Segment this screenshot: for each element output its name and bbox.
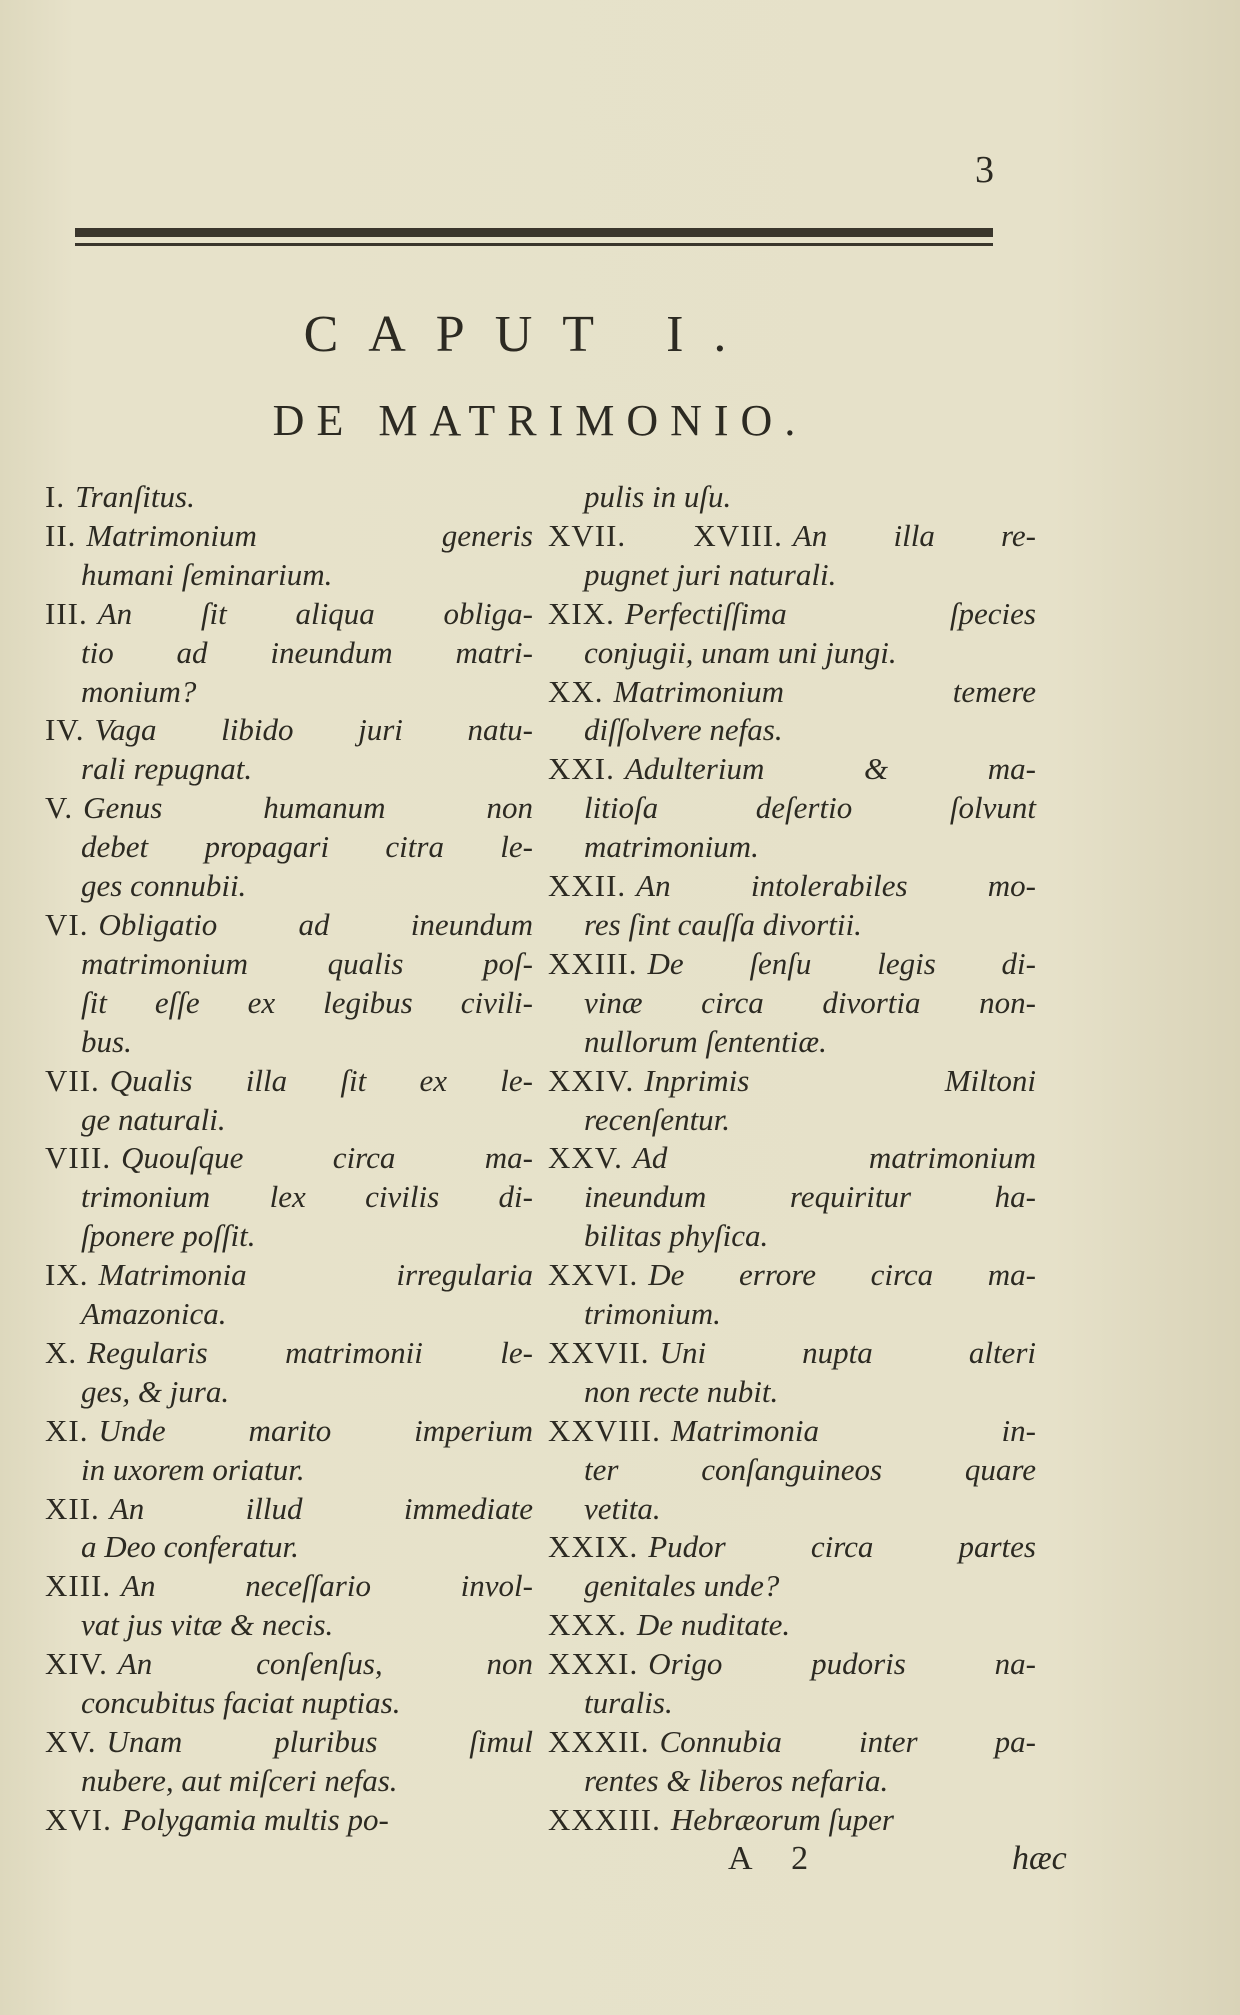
- entry-line: [548, 1373, 1036, 1412]
- entry-line: [548, 711, 1036, 750]
- contents-entry: [548, 1606, 1036, 1645]
- entry-numeral: I.: [45, 479, 66, 514]
- entry-line: [548, 1178, 1036, 1217]
- entry-line: [548, 789, 1036, 828]
- entry-line: [548, 1606, 1036, 1645]
- entry-text: Inprimis Miltoni: [644, 1062, 1036, 1098]
- entry-line: [548, 750, 1036, 789]
- entry-text: Hebræorum ſuper: [670, 1801, 894, 1837]
- entry-numeral: XI.: [45, 1412, 89, 1448]
- contents-entry: [548, 1723, 1036, 1801]
- contents-entry: [45, 478, 533, 517]
- entry-line: [45, 556, 533, 595]
- entry-numeral: XXVIII.: [548, 1412, 661, 1448]
- contents-entry: [548, 595, 1036, 673]
- entry-numeral: V.: [45, 790, 74, 826]
- entry-text: Quouſque circa ma-: [121, 1140, 533, 1176]
- entry-text: nullorum ſententiæ.: [584, 1023, 827, 1059]
- entry-line: [45, 711, 533, 750]
- contents-left-column: [45, 478, 533, 1840]
- entry-line: [548, 945, 1036, 984]
- entry-line: [548, 1723, 1036, 1762]
- entry-line: [45, 1567, 533, 1606]
- signature-mark: A 2: [728, 1840, 825, 1877]
- entry-line: [45, 1139, 533, 1178]
- entry-line: [45, 1101, 533, 1140]
- contents-entry: [45, 906, 533, 1062]
- entry-line: [45, 1723, 533, 1762]
- entry-text: Tranſitus.: [75, 479, 195, 514]
- entry-text: res ſint cauſſa divortii.: [584, 906, 862, 942]
- header-rule-thick: [75, 228, 993, 237]
- entry-text: pulis in uſu.: [584, 479, 732, 514]
- contents-entry: [548, 1645, 1036, 1723]
- entry-text: Perfectiſſima ſpecies: [624, 595, 1036, 631]
- entry-line: [548, 595, 1036, 634]
- entry-numeral: VI.: [45, 906, 89, 942]
- entry-text: Pudor circa partes: [648, 1529, 1036, 1565]
- entry-text: a Deo conferatur.: [81, 1529, 299, 1565]
- entry-line: [548, 984, 1036, 1023]
- contents-entry: [548, 1062, 1036, 1140]
- entry-line: [45, 1606, 533, 1645]
- entry-numeral: XIX.: [548, 595, 615, 631]
- contents-entry: [45, 1490, 533, 1568]
- contents-entry: [548, 1256, 1036, 1334]
- entry-line: [45, 478, 533, 517]
- entry-text: Matrimonium generis: [86, 517, 533, 553]
- entry-numeral: XX.: [548, 673, 604, 709]
- entry-text: bus.: [81, 1023, 132, 1059]
- header-rule-thin: [75, 243, 993, 246]
- contents-entry: [45, 1723, 533, 1801]
- entry-line: [45, 1217, 533, 1256]
- entry-text: ges connubii.: [81, 868, 247, 904]
- contents-entry: [45, 789, 533, 906]
- entry-numeral: XXV.: [548, 1140, 623, 1176]
- entry-numeral: XXIV.: [548, 1062, 635, 1098]
- entry-line: [45, 634, 533, 673]
- entry-text: Vaga libido juri natu-: [94, 712, 533, 748]
- entry-line: [45, 673, 533, 712]
- entry-line: [45, 828, 533, 867]
- entry-text: bilitas phyſica.: [584, 1218, 769, 1254]
- entry-numeral: XXXI.: [548, 1646, 639, 1682]
- catchword: hæc: [1012, 1840, 1067, 1877]
- entry-text: Matrimonium temere: [613, 673, 1036, 709]
- entry-numeral: VII.: [45, 1062, 100, 1098]
- entry-numeral: XVI.: [45, 1801, 112, 1837]
- entry-text: Regularis matrimonii le-: [87, 1334, 533, 1370]
- entry-text: matrimonium.: [584, 829, 759, 865]
- contents-entry: [45, 1801, 533, 1840]
- entry-text: Genus humanum non: [83, 790, 533, 826]
- entry-line: [45, 1528, 533, 1567]
- entry-text: Connubia inter pa-: [659, 1724, 1036, 1759]
- entry-line: [548, 1528, 1036, 1567]
- entry-line: [45, 1684, 533, 1723]
- entry-line: [548, 1490, 1036, 1529]
- contents-entry: [548, 750, 1036, 867]
- entry-line: [548, 1645, 1036, 1684]
- entry-text: litioſa deſertio ſolvunt: [584, 790, 1036, 826]
- entry-line: [548, 1101, 1036, 1140]
- contents-entry: [45, 595, 533, 712]
- contents-entry: [548, 1139, 1036, 1256]
- entry-line: [548, 1451, 1036, 1490]
- contents-right-column: [548, 478, 1036, 1840]
- entry-text: conjugii, unam uni jungi.: [584, 634, 897, 670]
- entry-numeral: VIII.: [45, 1140, 112, 1176]
- chapter-heading: CAPUT I.: [303, 306, 757, 363]
- entry-numeral: IV.: [45, 712, 85, 748]
- entry-numeral: XXIII.: [548, 945, 638, 981]
- entry-line: [548, 1023, 1036, 1062]
- contents-entry: [45, 1139, 533, 1256]
- chapter-title: DE MATRIMONIO.: [272, 396, 808, 445]
- entry-line: [45, 1801, 533, 1840]
- entry-text: Unam pluribus ſimul: [106, 1724, 533, 1759]
- entry-text: humani ſeminarium.: [81, 556, 333, 592]
- entry-line: [548, 1334, 1036, 1373]
- entry-text: An intolerabiles mo-: [636, 868, 1036, 904]
- entry-text: Ad matrimonium: [632, 1140, 1036, 1176]
- entry-numeral: XV.: [45, 1724, 97, 1759]
- entry-numeral: XXXIII.: [548, 1801, 661, 1837]
- entry-numeral: X.: [45, 1334, 78, 1370]
- entry-line: [45, 1256, 533, 1295]
- entry-line: [548, 556, 1036, 595]
- entry-text: Matrimonia irregularia: [98, 1257, 533, 1293]
- entry-text: vat jus vitæ & necis.: [81, 1607, 334, 1643]
- contents-entry: [548, 867, 1036, 945]
- entry-text: De errore circa ma-: [648, 1257, 1036, 1293]
- entry-numeral: IX.: [45, 1257, 89, 1293]
- entry-line: [45, 984, 533, 1023]
- entry-line: [548, 1567, 1036, 1606]
- entry-line: [548, 1412, 1036, 1451]
- entry-text: genitales unde?: [584, 1568, 780, 1604]
- entry-numeral: XXVII.: [548, 1334, 650, 1370]
- entry-text: Polygamia multis po-: [121, 1801, 389, 1837]
- contents-entry: [45, 1567, 533, 1645]
- contents-entry: [45, 517, 533, 595]
- entry-numeral: XXX.: [548, 1607, 627, 1643]
- entry-text: Adulterium & ma-: [624, 751, 1036, 787]
- entry-line: [45, 1451, 533, 1490]
- entry-text: rentes & liberos nefaria.: [584, 1762, 889, 1798]
- entry-line: [45, 945, 533, 984]
- entry-text: trimonium.: [584, 1296, 721, 1332]
- entry-text: Qualis illa ſit ex le-: [109, 1062, 533, 1098]
- entry-text: trimonium lex civilis di-: [81, 1179, 533, 1215]
- entry-line: [45, 789, 533, 828]
- entry-text: Matrimonia in-: [670, 1412, 1036, 1448]
- entry-line: [548, 673, 1036, 712]
- entry-line: [45, 906, 533, 945]
- entry-text: Origo pudoris na-: [648, 1646, 1036, 1682]
- entry-line: [45, 867, 533, 906]
- entry-line: [548, 1684, 1036, 1723]
- contents-entry: [548, 945, 1036, 1062]
- contents-entry: [45, 1062, 533, 1140]
- entry-text: recenſentur.: [584, 1101, 731, 1137]
- entry-line: [45, 1645, 533, 1684]
- entry-numeral: II.: [45, 517, 77, 553]
- entry-line: [45, 1762, 533, 1801]
- entry-line: [45, 1295, 533, 1334]
- entry-text: ſit eſſe ex legibus civili-: [81, 984, 533, 1020]
- entry-text: De ſenſu legis di-: [647, 945, 1036, 981]
- entry-line: [548, 1295, 1036, 1334]
- entry-text: pugnet juri naturali.: [584, 556, 837, 592]
- entry-line: [45, 1373, 533, 1412]
- contents-entry: [45, 711, 533, 789]
- entry-line: [548, 634, 1036, 673]
- entry-numeral: XVII. XVIII.: [548, 517, 783, 553]
- entry-line: [548, 1217, 1036, 1256]
- entry-numeral: XXI.: [548, 751, 615, 787]
- entry-text: ge naturali.: [81, 1101, 226, 1137]
- entry-numeral: XIII.: [45, 1568, 112, 1604]
- entry-text: vinæ circa divortia non-: [584, 984, 1036, 1020]
- contents-entry: [548, 1528, 1036, 1606]
- entry-text: ineundum requiritur ha-: [584, 1179, 1036, 1215]
- entry-text: ſponere poſſit.: [81, 1218, 256, 1254]
- entry-numeral: XXIX.: [548, 1529, 639, 1565]
- entry-line: [548, 1762, 1036, 1801]
- contents-entry: [548, 673, 1036, 751]
- entry-text: matrimonium qualis poſ-: [81, 945, 533, 981]
- entry-text: tio ad ineundum matri-: [81, 634, 533, 670]
- entry-line: [548, 517, 1036, 556]
- entry-line: [45, 595, 533, 634]
- entry-text: ges, & jura.: [81, 1373, 230, 1409]
- entry-line: [45, 1490, 533, 1529]
- entry-line: [45, 1062, 533, 1101]
- entry-text: monium?: [81, 673, 197, 709]
- entry-line: [45, 750, 533, 789]
- contents-entry: [45, 1412, 533, 1490]
- entry-line: [45, 517, 533, 556]
- entry-line: [45, 1178, 533, 1217]
- entry-line: [45, 1023, 533, 1062]
- entry-numeral: XXXII.: [548, 1724, 650, 1759]
- contents-entry: [45, 1256, 533, 1334]
- entry-text: An illa re-: [792, 517, 1036, 553]
- contents-entry: [548, 478, 1036, 517]
- contents-entry: [548, 1801, 1036, 1840]
- contents-entry: [45, 1334, 533, 1412]
- entry-numeral: XIV.: [45, 1646, 108, 1682]
- entry-text: An conſenſus, non: [117, 1646, 533, 1682]
- entry-numeral: III.: [45, 595, 88, 631]
- entry-line: [548, 906, 1036, 945]
- entry-text: debet propagari citra le-: [81, 829, 533, 865]
- entry-line: [548, 1801, 1036, 1840]
- entry-text: rali repugnat.: [81, 751, 253, 787]
- entry-line: [45, 1412, 533, 1451]
- entry-text: An neceſſario invol-: [121, 1568, 533, 1604]
- entry-line: [548, 1256, 1036, 1295]
- contents-entry: [548, 1412, 1036, 1529]
- entry-line: [548, 478, 1036, 517]
- contents-entry: [548, 1334, 1036, 1412]
- entry-text: concubitus faciat nuptias.: [81, 1685, 401, 1721]
- entry-line: [548, 1139, 1036, 1178]
- entry-text: Unde marito imperium: [98, 1412, 533, 1448]
- entry-text: turalis.: [584, 1685, 673, 1721]
- entry-text: ter conſanguineos quare: [584, 1451, 1036, 1487]
- entry-numeral: XII.: [45, 1490, 100, 1526]
- entry-text: non recte nubit.: [584, 1373, 779, 1409]
- entry-line: [548, 1062, 1036, 1101]
- entry-text: An illud immediate: [109, 1490, 533, 1526]
- entry-text: An ſit aliqua obliga-: [97, 595, 533, 631]
- entry-text: Uni nupta alteri: [659, 1334, 1036, 1370]
- entry-text: Amazonica.: [81, 1296, 227, 1332]
- entry-text: De nuditate.: [636, 1607, 791, 1643]
- contents-entry: [45, 1645, 533, 1723]
- entry-text: in uxorem oriatur.: [81, 1451, 305, 1487]
- page-number: 3: [975, 149, 994, 191]
- entry-numeral: XXVI.: [548, 1257, 639, 1293]
- entry-line: [548, 867, 1036, 906]
- entry-text: vetita.: [584, 1490, 661, 1526]
- entry-text: Obligatio ad ineundum: [98, 906, 533, 942]
- entry-text: diſſolvere nefas.: [584, 712, 783, 748]
- entry-numeral: XXII.: [548, 868, 627, 904]
- entry-line: [548, 828, 1036, 867]
- entry-line: [45, 1334, 533, 1373]
- entry-text: nubere, aut miſceri nefas.: [81, 1762, 398, 1798]
- contents-entry: [548, 517, 1036, 595]
